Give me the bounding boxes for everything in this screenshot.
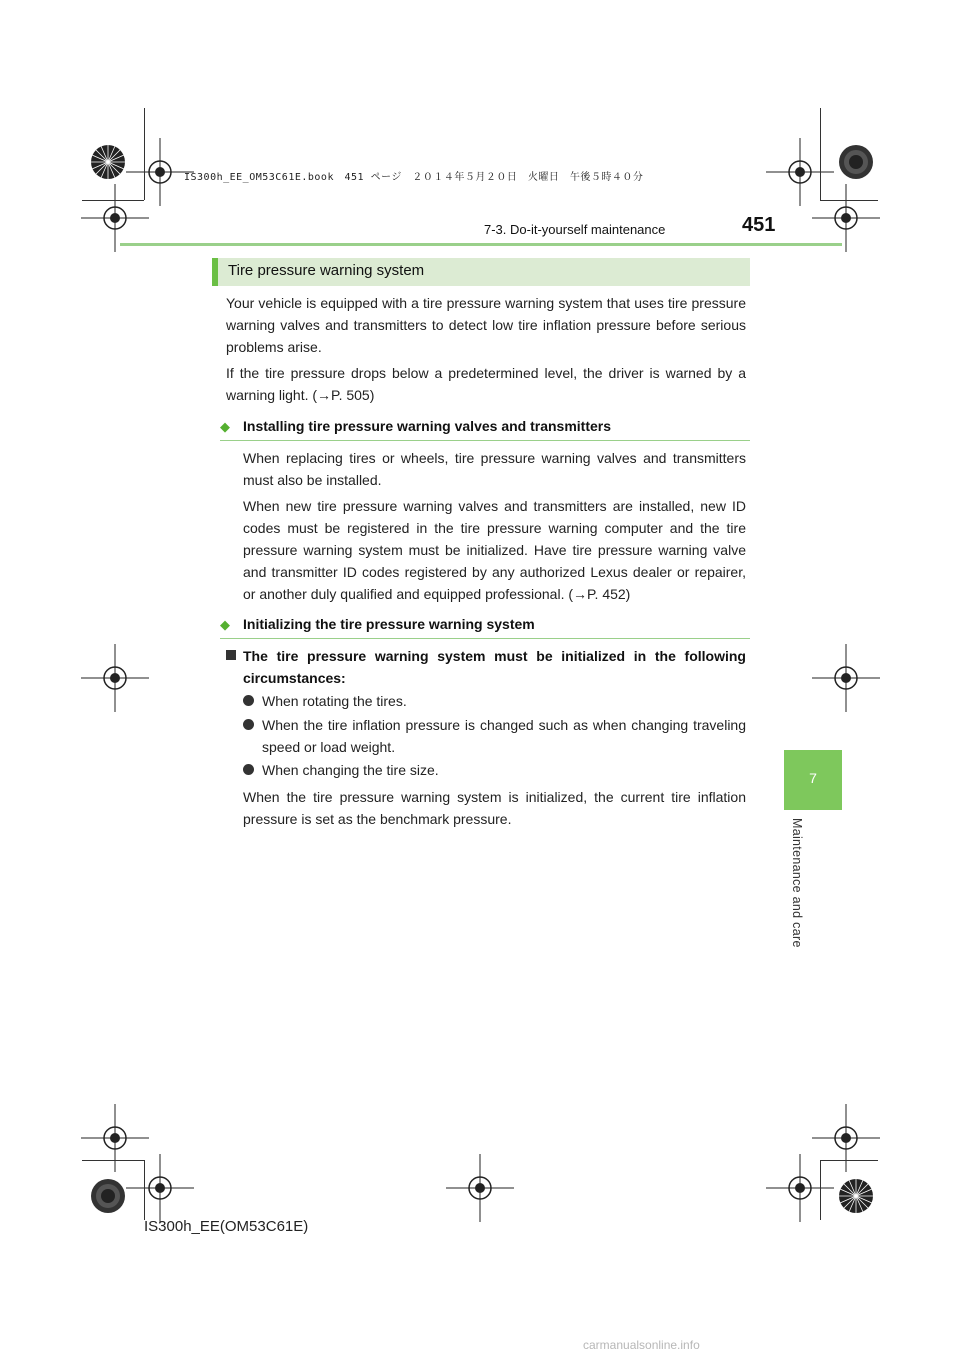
header-rule [120, 243, 842, 246]
square-bullet-icon [226, 650, 236, 660]
list-item-text: When changing the tire size. [262, 762, 439, 778]
crop-line [820, 1160, 821, 1220]
section-title: 7-3. Do-it-yourself maintenance [484, 222, 666, 237]
crop-line [82, 200, 144, 201]
bullet-dot-icon [243, 764, 254, 775]
intro-paragraph: Your vehicle is equipped with a tire pressure warning system that uses tire pressure warning valves and transmitters to detect low tire inflation pressure before serious problems arise. [226, 295, 746, 355]
closing-paragraph: When the tire pressure warning system is initialized, the current tire inflation pressure is set as the benchmark pressure. [243, 789, 746, 827]
section-heading-text: Tire pressure warning system [228, 262, 425, 279]
crop-line [82, 1160, 144, 1161]
condition-heading-text: The tire pressure warning system must be initialized in the following circumstances: [243, 648, 746, 686]
bullet-dot-icon [243, 695, 254, 706]
condition-heading [226, 645, 746, 689]
subsection-paragraph: When replacing tires or wheels, tire pressure warning valves and transmitters must also be installed. [243, 450, 746, 488]
watermark: carmanualsonline.info [583, 1338, 700, 1352]
crosshair-icon [75, 178, 155, 258]
footer-model-code: IS300h_EE(OM53C61E) [144, 1218, 309, 1235]
crop-line [820, 200, 878, 201]
print-slug: IS300h_EE_OM53C61E.book 451 ページ ２０１４年５月２０日 火曜日 午後５時４０分 [184, 172, 644, 183]
crosshair-icon [440, 1148, 520, 1228]
registration-wheel-icon [838, 144, 874, 180]
list-item-text: When rotating the tires. [262, 693, 407, 709]
section-heading [212, 258, 750, 286]
subsection-heading [220, 614, 750, 639]
subsection-title: Initializing the tire pressure warning system [243, 616, 535, 632]
list-item [243, 714, 746, 758]
crop-line [820, 1160, 878, 1161]
crosshair-icon [806, 178, 886, 258]
chapter-name: Maintenance and care [790, 818, 804, 948]
subsection-title: Installing tire pressure warning valves and transmitters [243, 418, 612, 434]
chapter-number: 7 [809, 770, 817, 786]
crop-line [144, 108, 145, 200]
subsection-heading [220, 416, 750, 441]
intro-paragraph: If the tire pressure drops below a predetermined level, the driver is warned by a warning light. (→P. 505) [226, 365, 746, 403]
crosshair-icon [75, 638, 155, 718]
diamond-icon: ◆ [220, 617, 230, 632]
list-item [243, 759, 746, 781]
chapter-tab [784, 750, 842, 810]
crop-line [144, 1160, 145, 1220]
bullet-dot-icon [243, 719, 254, 730]
diamond-icon: ◆ [220, 419, 230, 434]
page-number: 451 [742, 214, 776, 236]
list-item-text: When the tire inflation pressure is changed such as when changing traveling speed or load weight. [262, 717, 746, 755]
subsection-paragraph: When new tire pressure warning valves and transmitters are installed, new ID codes must be registered in the tire pressure warning computer and the tire pressure warning system must be initialized. Have tire pressure warning valve and transmitter ID codes registered by any authorized Lexus dealer or repairer, or another duly qualified and equipped professional. (→P. 452) [243, 498, 746, 602]
registration-wheel-icon [838, 1178, 874, 1214]
crop-line [820, 108, 821, 200]
crosshair-icon [806, 638, 886, 718]
list-item [243, 690, 746, 712]
